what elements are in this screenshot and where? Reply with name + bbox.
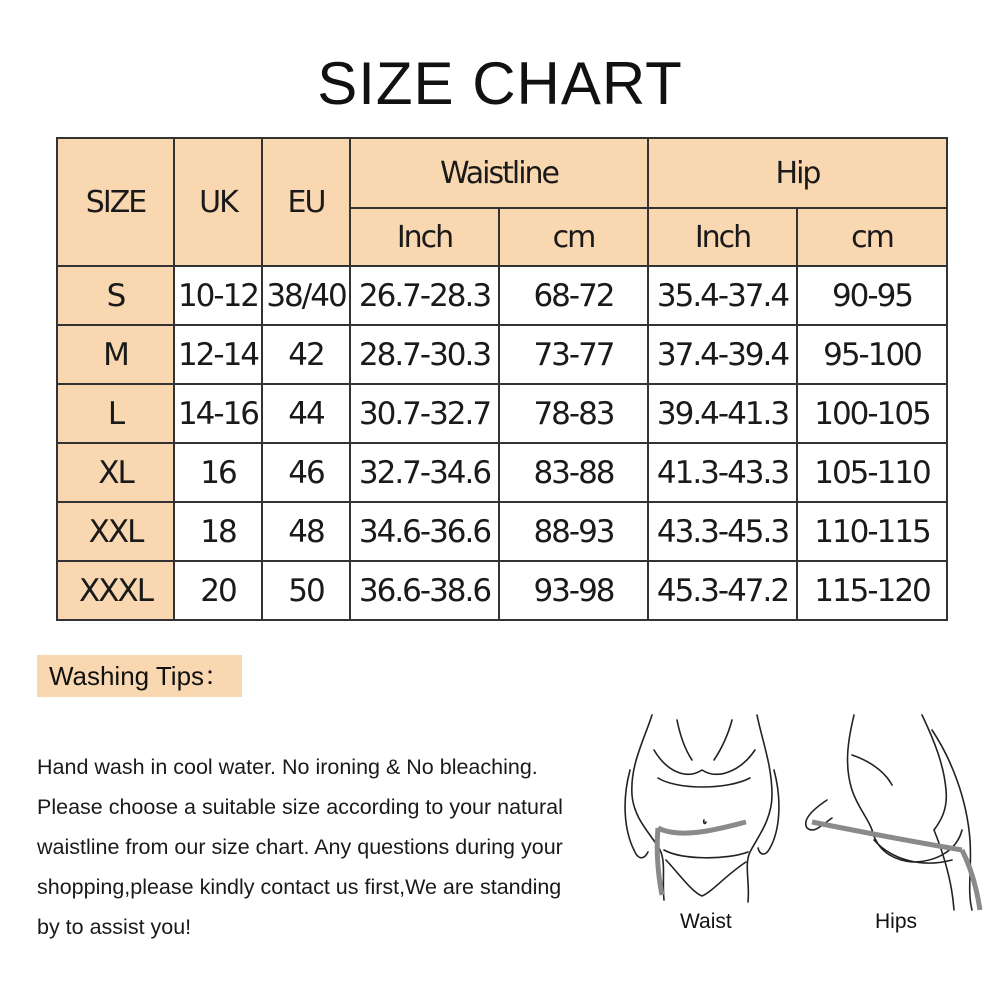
waist-cm-header: cm: [499, 208, 648, 266]
eu-cell: 38/40: [262, 266, 350, 325]
hip-inch-cell: 39.4-41.3: [648, 384, 797, 443]
size-cell: XXL: [57, 502, 174, 561]
waist-cm-cell: 78-83: [499, 384, 648, 443]
hip-cm-cell: 110-115: [797, 502, 947, 561]
waist-inch-cell: 34.6-36.6: [350, 502, 499, 561]
page-title: SIZE CHART: [317, 50, 683, 117]
hip-inch-header: Inch: [648, 208, 797, 266]
size-cell: XL: [57, 443, 174, 502]
uk-column-header: UK: [174, 138, 262, 266]
table-header-row: [57, 138, 947, 208]
hip-inch-cell: 35.4-37.4: [648, 266, 797, 325]
waist-inch-cell: 30.7-32.7: [350, 384, 499, 443]
waist-inch-header: Inch: [350, 208, 499, 266]
uk-cell: 18: [174, 502, 262, 561]
uk-cell: 12-14: [174, 325, 262, 384]
waistline-group-header: Waistline: [350, 138, 648, 208]
eu-cell: 46: [262, 443, 350, 502]
uk-cell: 14-16: [174, 384, 262, 443]
eu-column-header: EU: [262, 138, 350, 266]
waist-tape: [657, 822, 746, 895]
washing-tips-label: Washing Tips：: [37, 655, 242, 697]
tips-line: by to assist you!: [37, 915, 192, 939]
hips-tape: [812, 822, 980, 910]
waist-label: Waist: [680, 910, 732, 933]
tips-line: Hand wash in cool water. No ironing & No bleaching.: [37, 755, 538, 779]
hip-inch-cell: 41.3-43.3: [648, 443, 797, 502]
waist-inch-cell: 28.7-30.3: [350, 325, 499, 384]
hip-cm-cell: 90-95: [797, 266, 947, 325]
table-row: [57, 443, 947, 502]
waist-inch-cell: 32.7-34.6: [350, 443, 499, 502]
hip-inch-cell: 45.3-47.2: [648, 561, 797, 620]
hip-inch-cell: 43.3-45.3: [648, 502, 797, 561]
uk-cell: 20: [174, 561, 262, 620]
waist-inch-cell: 36.6-38.6: [350, 561, 499, 620]
size-column-header: SIZE: [57, 138, 174, 266]
size-cell: S: [57, 266, 174, 325]
hip-cm-cell: 95-100: [797, 325, 947, 384]
uk-cell: 10-12: [174, 266, 262, 325]
table-row: [57, 325, 947, 384]
table-row: [57, 561, 947, 620]
hips-label: Hips: [875, 910, 918, 933]
measurement-illustration: [622, 710, 984, 945]
eu-cell: 48: [262, 502, 350, 561]
waist-cm-cell: 73-77: [499, 325, 648, 384]
waist-figure: [625, 715, 779, 902]
tips-line: Please choose a suitable size according to your natural: [37, 795, 563, 819]
table-row: [57, 502, 947, 561]
table-row: [57, 266, 947, 325]
waist-cm-cell: 83-88: [499, 443, 648, 502]
size-cell: XXXL: [57, 561, 174, 620]
size-cell: M: [57, 325, 174, 384]
tips-line: waistline from our size chart. Any questions during your: [37, 835, 563, 859]
eu-cell: 42: [262, 325, 350, 384]
waist-cm-cell: 93-98: [499, 561, 648, 620]
hip-cm-header: cm: [797, 208, 947, 266]
hip-cm-cell: 115-120: [797, 561, 947, 620]
size-chart-table: [56, 137, 948, 621]
size-cell: L: [57, 384, 174, 443]
hip-inch-cell: 37.4-39.4: [648, 325, 797, 384]
waist-cm-cell: 68-72: [499, 266, 648, 325]
waist-inch-cell: 26.7-28.3: [350, 266, 499, 325]
hip-cm-cell: 100-105: [797, 384, 947, 443]
hips-figure: [806, 715, 972, 910]
table-row: [57, 384, 947, 443]
tips-line: shopping,please kindly contact us first,We are standing: [37, 875, 562, 899]
uk-cell: 16: [174, 443, 262, 502]
eu-cell: 50: [262, 561, 350, 620]
eu-cell: 44: [262, 384, 350, 443]
hip-group-header: Hip: [648, 138, 947, 208]
waist-cm-cell: 88-93: [499, 502, 648, 561]
hip-cm-cell: 105-110: [797, 443, 947, 502]
washing-tips-text: [37, 747, 627, 947]
